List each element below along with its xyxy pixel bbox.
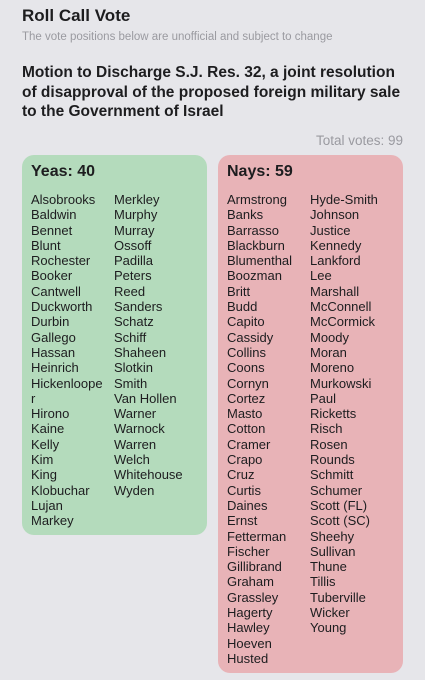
senator-name: Van Hollen [114, 390, 177, 406]
senator-name: Marshall [310, 283, 360, 299]
senator-name: Wyden [114, 482, 155, 498]
senator-name: Scott (SC) [310, 513, 370, 529]
nays-list-col1 [227, 192, 292, 666]
senator-name: Bennet [31, 222, 73, 238]
senator-name: Klobuchar [31, 482, 90, 498]
senator-name: Durbin [31, 314, 70, 330]
yeas-list-col2 [114, 192, 183, 498]
senator-name: Warnock [114, 421, 165, 437]
senator-name: Peters [114, 268, 152, 284]
senator-name: Reed [114, 283, 146, 299]
senator-name: Fetterman [227, 528, 287, 544]
senator-name: Coons [227, 360, 265, 376]
senator-name: Wicker [310, 605, 350, 621]
senator-name: Slotkin [114, 360, 154, 376]
senator-name: Lujan [31, 497, 63, 513]
senator-name: Markey [31, 513, 74, 529]
senator-name: Gillibrand [227, 559, 282, 575]
senator-name: Young [310, 620, 347, 636]
senator-name: Duckworth [31, 299, 93, 315]
senator-name: Tuberville [310, 589, 366, 605]
senator-name: Whitehouse [114, 467, 183, 483]
senator-name: Murkowski [310, 375, 372, 391]
senator-name: Smith [114, 375, 148, 391]
senator-name: Ernst [227, 513, 258, 529]
senator-name: Sanders [114, 299, 163, 315]
senator-name: Banks [227, 207, 264, 223]
senator-name: Moody [310, 329, 350, 345]
senator-name: Merkley [114, 192, 160, 207]
total-votes: Total votes: 99 [315, 133, 403, 148]
senator-name: Moran [310, 344, 347, 360]
senator-name: Murray [114, 222, 155, 238]
senator-name: Shaheen [114, 344, 167, 360]
senator-name: Padilla [114, 253, 154, 269]
senator-name: Blackburn [227, 237, 285, 253]
senator-name: Kelly [31, 436, 60, 452]
senator-name: Cassidy [227, 329, 274, 345]
senator-name: Sheehy [310, 528, 355, 544]
senator-name: Daines [227, 497, 268, 513]
senator-name: Hassan [31, 344, 76, 360]
senator-name: Schatz [114, 314, 154, 330]
senator-name: Hagerty [227, 605, 273, 621]
senator-name: Barrasso [227, 222, 280, 238]
senator-name: Kim [31, 452, 54, 468]
nays-list-col2 [310, 192, 378, 636]
senator-name: Ricketts [310, 406, 357, 422]
nays-heading: Nays: 59 [227, 163, 293, 180]
senator-name: Warner [114, 406, 157, 422]
senator-name: Hickenloope [31, 375, 103, 391]
senator-name: Collins [227, 344, 267, 360]
senator-name: Scott (FL) [310, 497, 368, 513]
senator-name: Boozman [227, 268, 282, 284]
senator-name: Blunt [31, 237, 61, 253]
senator-name: Schiff [114, 329, 147, 345]
senator-name: Graham [227, 574, 274, 590]
senator-name: Cantwell [31, 283, 81, 299]
senator-name: Ossoff [114, 237, 152, 253]
senator-name: Armstrong [227, 192, 287, 207]
yeas-heading: Yeas: 40 [31, 163, 96, 180]
senator-name: Warren [114, 436, 157, 452]
senator-name: Welch [114, 452, 150, 468]
senator-name: Capito [227, 314, 265, 330]
nays-panel [218, 155, 403, 673]
senator-name: Moreno [310, 360, 355, 376]
senator-name: Cotton [227, 421, 266, 437]
senator-name: McConnell [310, 299, 372, 315]
senator-name: Schumer [310, 482, 363, 498]
senator-name: Lankford [310, 253, 361, 269]
senator-name: Alsobrooks [31, 192, 96, 207]
senator-name: Lee [310, 268, 332, 284]
senator-name: Hoeven [227, 635, 272, 651]
senator-name: McCormick [310, 314, 375, 330]
page-subtitle: The vote positions below are unofficial and subject to change [22, 31, 333, 43]
senator-name: Schmitt [310, 467, 354, 483]
senator-name: Kaine [31, 421, 65, 437]
senator-name: Masto [227, 406, 263, 422]
senator-name: Husted [227, 650, 269, 666]
senator-name: Rosen [310, 436, 348, 452]
senator-name: Booker [31, 268, 73, 284]
senator-name: Hyde-Smith [310, 192, 378, 207]
senator-name: Cruz [227, 467, 255, 483]
senator-name: Budd [227, 299, 258, 315]
motion-title: Motion to Discharge S.J. Res. 32, a joint resolution of disapproval of the proposed foreign military sale to the Government of Israel [22, 64, 401, 120]
senator-name: Fischer [227, 543, 270, 559]
senator-name: Gallego [31, 329, 76, 345]
senator-name: Britt [227, 283, 251, 299]
senator-name: Cornyn [227, 375, 269, 391]
senator-name: Baldwin [31, 207, 77, 223]
senator-name: Cortez [227, 390, 266, 406]
senator-name: Justice [310, 222, 351, 238]
yeas-list-col1 [31, 192, 103, 529]
senator-name: Risch [310, 421, 343, 437]
senator-name: Rochester [31, 253, 91, 269]
senator-name: Hawley [227, 620, 270, 636]
page-title: Roll Call Vote [22, 6, 131, 25]
senator-name: King [31, 467, 58, 483]
senator-name: Grassley [227, 589, 279, 605]
senator-name: Blumenthal [227, 253, 293, 269]
yeas-panel [22, 155, 207, 535]
senator-name: Murphy [114, 207, 158, 223]
senator-name: Paul [310, 390, 337, 406]
senator-name: Hirono [31, 406, 70, 422]
senator-name: Kennedy [310, 237, 362, 253]
senator-name: Sullivan [310, 543, 356, 559]
senator-name: Curtis [227, 482, 261, 498]
senator-name: Cramer [227, 436, 271, 452]
senator-name: Crapo [227, 452, 263, 468]
senator-name: r [31, 390, 36, 406]
senator-name: Rounds [310, 452, 355, 468]
senator-name: Thune [310, 559, 347, 575]
senator-name: Tillis [310, 574, 336, 590]
senator-name: Heinrich [31, 360, 79, 376]
senator-name: Johnson [310, 207, 360, 223]
